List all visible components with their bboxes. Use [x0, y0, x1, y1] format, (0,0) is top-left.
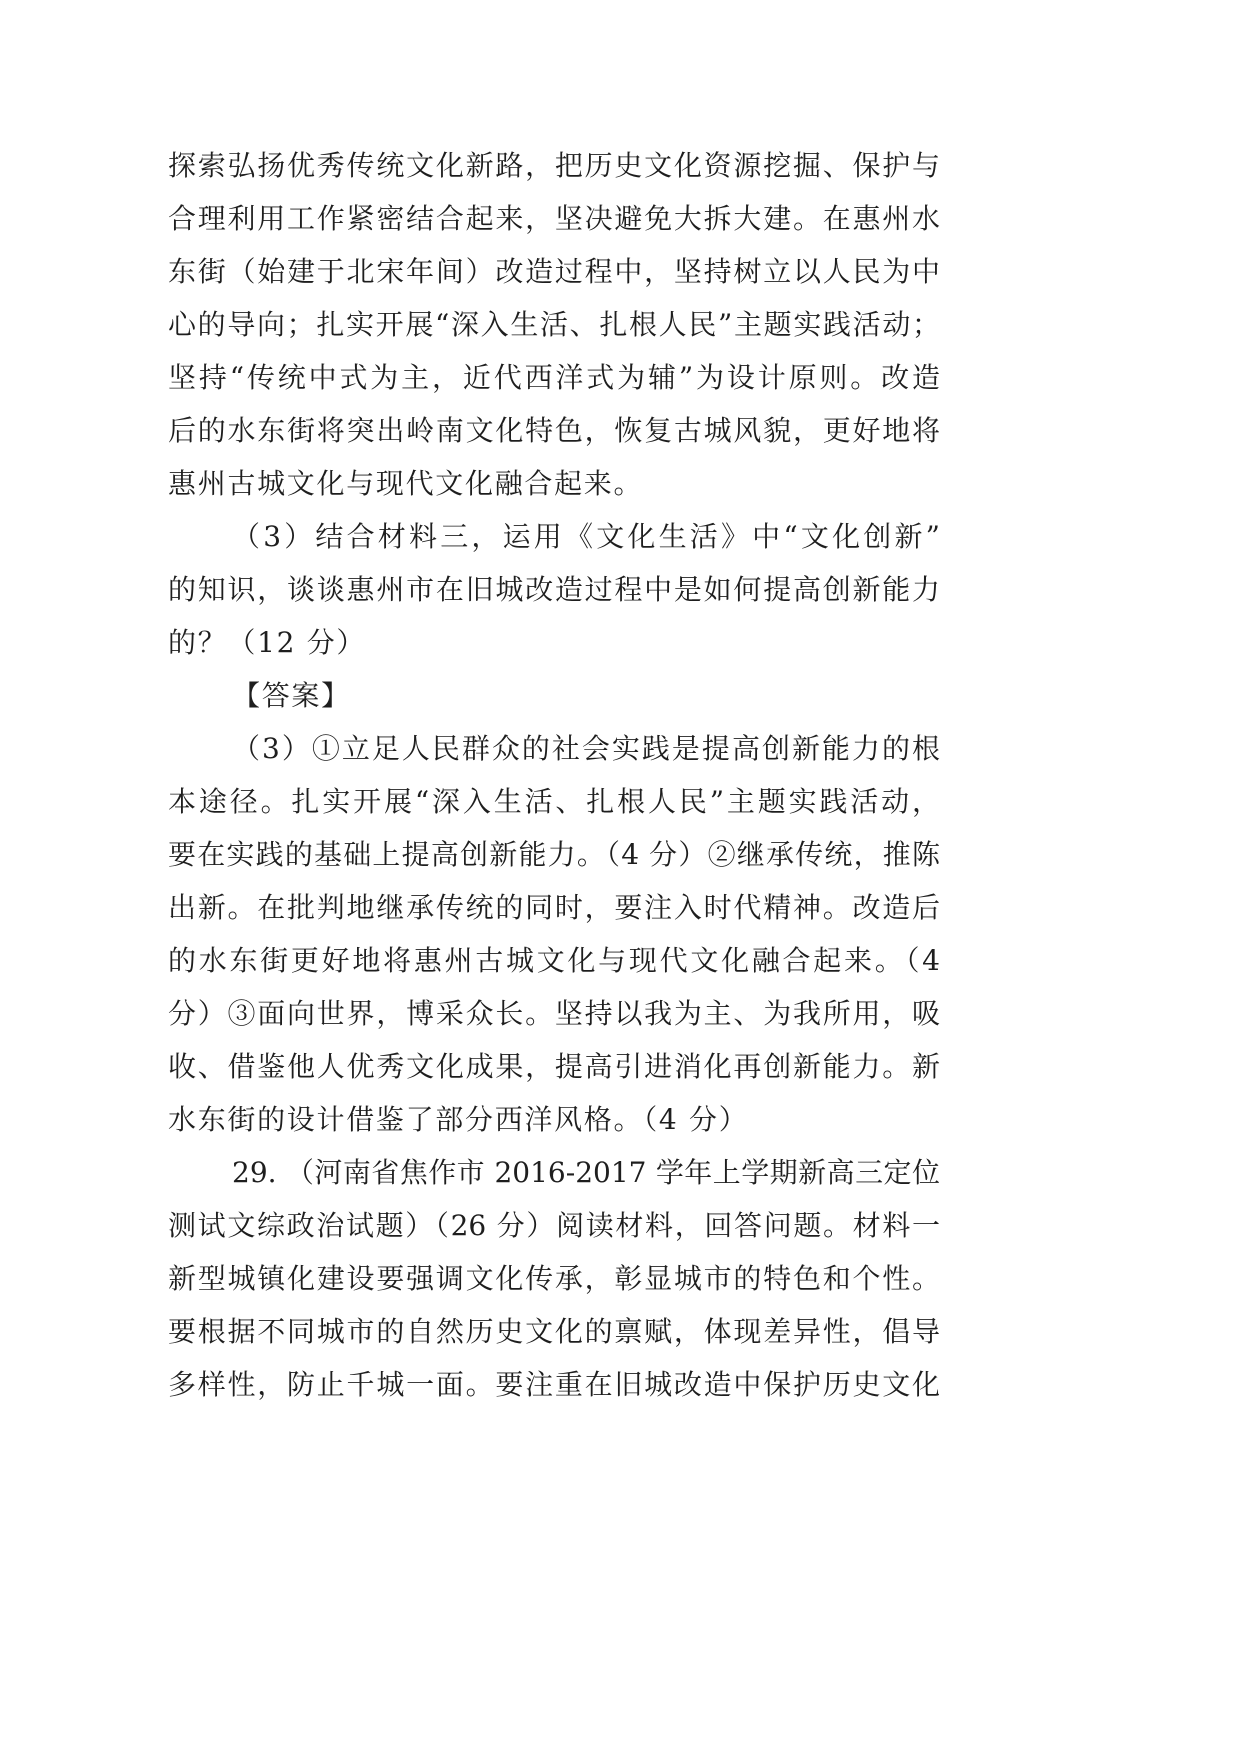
text-line: 收、借鉴他人优秀文化成果，提高引进消化再创新能力。新 — [168, 1050, 940, 1083]
text-line: （3）结合材料三，运用《文化生活》中“文化创新” — [232, 520, 940, 553]
text-line: 分）③面向世界，博采众长。坚持以我为主、为我所用，吸 — [168, 997, 940, 1030]
text-line: 要在实践的基础上提高创新能力。（4 分）②继承传统，推陈 — [168, 838, 940, 871]
text-line: 要根据不同城市的自然历史文化的禀赋，体现差异性，倡导 — [168, 1315, 940, 1348]
question-29-paragraph — [168, 1146, 940, 1411]
material-paragraph — [168, 139, 940, 510]
text-line: 的知识，谈谈惠州市在旧城改造过程中是如何提高创新能力 — [168, 573, 940, 606]
text-line: 的水东街更好地将惠州古城文化与现代文化融合起来。（4 — [168, 944, 940, 977]
text-line: 合理利用工作紧密结合起来，坚决避免大拆大建。在惠州水 — [168, 202, 940, 235]
text-line: 新型城镇化建设要强调文化传承，彰显城市的特色和个性。 — [168, 1262, 940, 1295]
text-line: 【答案】 — [232, 679, 351, 712]
text-line: 东街（始建于北宋年间）改造过程中，坚持树立以人民为中 — [168, 255, 940, 288]
text-line: 出新。在批判地继承传统的同时，要注入时代精神。改造后 — [168, 891, 940, 924]
text-line: 水东街的设计借鉴了部分西洋风格。（4 分） — [168, 1103, 749, 1136]
document-page — [168, 139, 940, 1411]
text-line: 多样性，防止千城一面。要注重在旧城改造中保护历史文化 — [168, 1368, 940, 1401]
text-line: 心的导向；扎实开展“深入生活、扎根人民”主题实践活动； — [168, 308, 940, 341]
answer-heading — [168, 669, 940, 722]
text-line: 的？（12 分） — [168, 626, 367, 659]
text-line: 探索弘扬优秀传统文化新路，把历史文化资源挖掘、保护与 — [168, 149, 940, 182]
text-line: 29. （河南省焦作市 2016-2017 学年上学期新高三定位 — [232, 1156, 940, 1189]
text-line: 测试文综政治试题）（26 分）阅读材料，回答问题。材料一 — [168, 1209, 940, 1242]
text-line: 后的水东街将突出岭南文化特色，恢复古城风貌，更好地将 — [168, 414, 940, 447]
question-paragraph — [168, 510, 940, 669]
answer-paragraph — [168, 722, 940, 1146]
text-line: （3）①立足人民群众的社会实践是提高创新能力的根 — [232, 732, 940, 765]
text-line: 坚持“传统中式为主，近代西洋式为辅”为设计原则。改造 — [168, 361, 940, 394]
text-line: 本途径。扎实开展“深入生活、扎根人民”主题实践活动， — [168, 785, 940, 818]
text-line: 惠州古城文化与现代文化融合起来。 — [168, 467, 644, 500]
